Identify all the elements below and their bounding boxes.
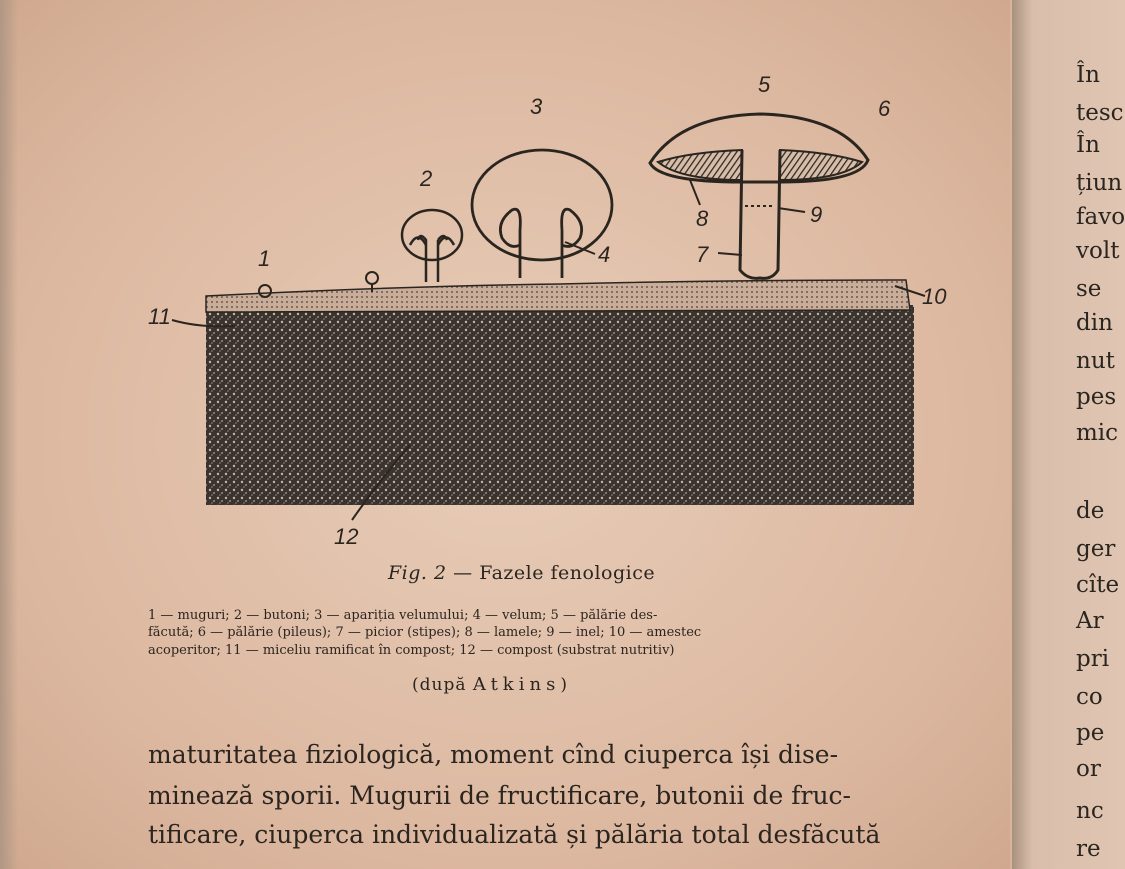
figure-label-3: 3 xyxy=(530,94,543,119)
leader-line-7 xyxy=(718,253,742,255)
figure-attribution xyxy=(412,674,568,695)
figure-label-6: 6 xyxy=(878,96,891,121)
body-text-line-1: maturitatea fiziologică, moment cînd ciuperca își dise- xyxy=(148,740,839,769)
figure-label-11: 11 xyxy=(148,304,171,329)
figure-label-10: 10 xyxy=(922,284,947,309)
right-page-fragment: cîte xyxy=(1076,572,1120,598)
figure-label-2: 2 xyxy=(420,166,433,191)
right-page-fragment: pes xyxy=(1076,384,1117,410)
right-page-fragment: co xyxy=(1076,684,1103,710)
right-page-fragment: În xyxy=(1076,62,1100,88)
right-page-fragment: din xyxy=(1076,310,1113,336)
body-text-line-3: tificare, ciuperca individualizată și pălăria total desfăcută xyxy=(148,820,881,849)
right-page-fragment: ger xyxy=(1076,536,1116,562)
figure-label-8: 8 xyxy=(696,206,709,231)
right-page-fragment: or xyxy=(1076,756,1101,782)
right-page-fragment: de xyxy=(1076,498,1105,524)
casing-layer xyxy=(206,280,910,312)
figure-label-12: 12 xyxy=(334,524,359,549)
right-page-fragment: Ar xyxy=(1076,608,1104,634)
legend-line-1: 1 — muguri; 2 — butoni; 3 — apariția velumului; 4 — velum; 5 — pălărie des- xyxy=(148,608,658,623)
right-page-fragment: volt xyxy=(1076,238,1120,264)
caption-dash: — xyxy=(446,562,480,584)
right-page-fragment: nut xyxy=(1076,348,1115,374)
compost-block xyxy=(206,305,914,505)
attribution-author: Atkins xyxy=(472,674,561,695)
figure-label-5: 5 xyxy=(758,72,771,97)
button-mushroom-icon xyxy=(402,210,462,282)
attribution-close: ) xyxy=(560,675,568,695)
figure-label-9: 9 xyxy=(810,202,823,227)
right-page-fragment: pri xyxy=(1076,646,1110,672)
figure-title: Fazele fenologice xyxy=(479,562,656,584)
right-page-fragment: re xyxy=(1076,836,1101,862)
attribution-open: (după xyxy=(412,675,473,695)
leader-line-9 xyxy=(778,208,805,212)
body-text-line-2: minează sporii. Mugurii de fructificare, butonii de fruc- xyxy=(148,781,851,810)
right-page-fragment: tesc xyxy=(1076,100,1124,126)
velum-mushroom-icon xyxy=(472,150,612,278)
figure-label-4: 4 xyxy=(598,242,611,267)
right-page-fragment: se xyxy=(1076,276,1102,302)
legend-line-2: făcută; 6 — pălărie (pileus); 7 — picior (stipes); 8 — lamele; 9 — inel; 10 — amestec xyxy=(148,625,702,640)
legend-line-3: acoperitor; 11 — miceliu ramificat în compost; 12 — compost (substrat nutritiv) xyxy=(148,643,675,658)
figure-label-7: 7 xyxy=(696,242,709,267)
right-page-fragment: pe xyxy=(1076,720,1105,746)
right-page-fragment: mic xyxy=(1076,420,1119,446)
right-page-fragment: În xyxy=(1076,132,1100,158)
figure-caption xyxy=(388,562,655,584)
figure-number: Fig. 2 xyxy=(388,562,447,584)
mature-mushroom-icon xyxy=(650,114,868,278)
leader-line-8 xyxy=(690,180,700,205)
right-page-fragment: țiun xyxy=(1076,170,1123,196)
right-page-fragment: nc xyxy=(1076,798,1104,824)
figure-label-1: 1 xyxy=(258,246,271,271)
right-page-fragment: favo xyxy=(1076,204,1125,230)
